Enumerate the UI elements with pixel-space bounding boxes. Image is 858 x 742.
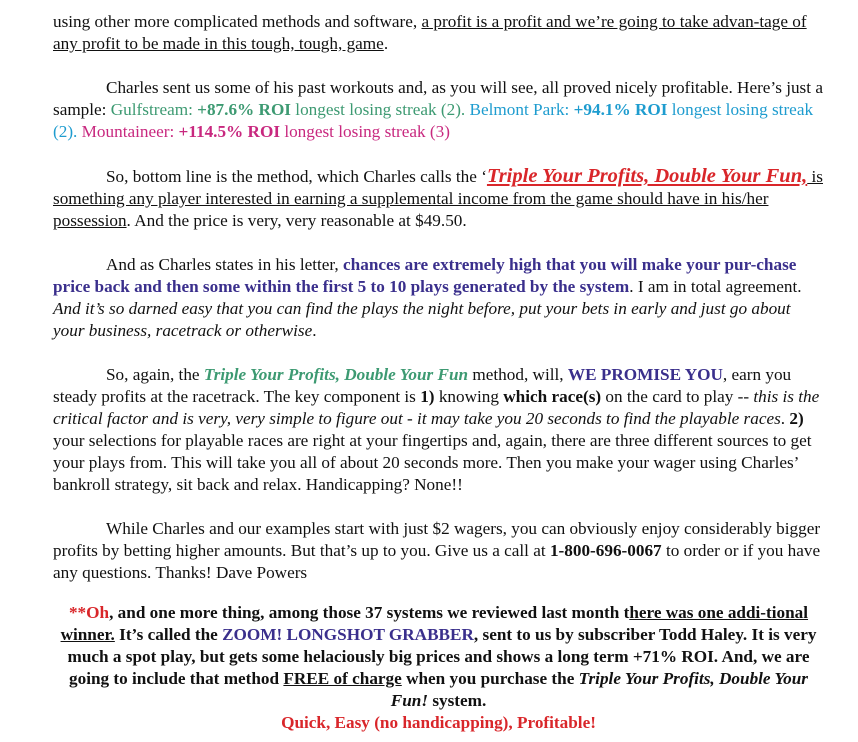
promise-text: WE PROMISE YOU [567,365,723,384]
paragraph-promise [53,364,824,496]
text: . [383,34,389,53]
method-title: Triple Your Profits, Double Your Fun [203,365,469,384]
price-text: . And the price is very, very reasonable at $49.50. [126,211,467,230]
paragraph-profit [53,11,824,55]
text: And as Charles states in his letter, [106,255,344,274]
text: . [780,409,790,428]
text: So, again, the [106,365,204,384]
critical-factor-statement: this is the critical factor and is very, very simple to figure out - it may take you 20 seconds to find the playable races [53,387,820,428]
gulfstream-streak: longest losing streak (2). [291,100,470,119]
belmont-label: Belmont Park: [469,100,574,119]
text: It’s called the [114,625,223,644]
text: So, bottom line is the method, which Charles calls the ‘ [106,167,487,186]
text: Charles sent us some of his past workouts and, as you will see, all proved nicely profitable. Here’s just a sample: [53,78,823,119]
text: your selections for playable races are right at your fingertips and, again, there are three different sources to get your plays from. This will take you all of about 20 seconds more. Then you make your wager using Charles’ bankroll strategy, sit back and relax. Handicapping? None!! [53,431,812,494]
possession-statement: is something any player interested in earning a supplemental income from the game should have in his/her possession [53,167,823,230]
profit-statement: a profit is a profit and we’re going to take advan-tage of any profit to be made in this tough, tough, game [53,12,807,53]
paragraph-call [53,518,824,584]
text: While Charles and our examples start with just $2 wagers, you can obviously enjoy considerably bigger profits by betting higher amounts. But that’s up to you. Give us a call at [53,519,821,560]
paragraph-bonus [53,602,824,734]
belmont-streak: longest losing streak (2). [53,100,814,141]
text: to order or if you have any questions. Thanks! Dave Powers [53,541,821,582]
phone-number: 1-800-696-0067 [549,541,662,560]
which-races: which race(s) [503,387,602,406]
belmont-roi: +94.1% ROI [573,100,668,119]
additional-winner: here was one addi-tional winner. [60,603,809,644]
oh-prefix: **Oh [68,603,110,622]
text: . [312,321,317,340]
gulfstream-label: Gulfstream: [110,100,198,119]
step-number: 1) [420,387,435,406]
mountaineer-roi: +114.5% ROI [178,122,281,141]
tagline: Quick, Easy (no handicapping), Profitable! [281,713,596,732]
paragraph-bottom-line [53,165,824,232]
text: , sent to us by subscriber Todd Haley. It is very much a spot play, but gets some helaciously big prices and shows a long term +71% ROI. And, we are going to include that method [67,625,817,688]
method-title: Triple Your Profits, Double Your Fun! [390,669,808,710]
easy-statement: And it’s so darned easy that you can find the plays the night before, put your bets in early and just go about your business, racetrack or otherwise [53,299,791,340]
paragraph-workouts [53,77,824,143]
method-title: Triple Your Profits, Double Your Fun, [486,165,808,187]
zoom-system-name: ZOOM! LONGSHOT GRABBER [222,625,474,644]
gulfstream-roi: +87.6% ROI [197,100,291,119]
mountaineer-streak: longest losing streak (3) [280,122,450,141]
paragraph-charles-states [53,254,824,342]
text: on the card to play -- [601,387,754,406]
step-number: 2) [789,409,804,428]
text: . I am in total agreement. [629,277,802,296]
text: , earn you steady profits at the racetrack. The key component is [53,365,792,406]
free-of-charge: FREE of charge [283,669,402,688]
chances-statement: chances are extremely high that you will make your pur-chase price back and then some within the first 5 to 10 plays generated by the system [53,255,797,296]
mountaineer-label: Mountaineer: [81,122,179,141]
text: using other more complicated methods and software, [53,12,422,31]
text: , and one more thing, among those 37 systems we reviewed last month t [109,603,630,622]
text: knowing [434,387,504,406]
text: when you purchase the [401,669,579,688]
text: system. [428,691,487,710]
text: method, will, [468,365,568,384]
